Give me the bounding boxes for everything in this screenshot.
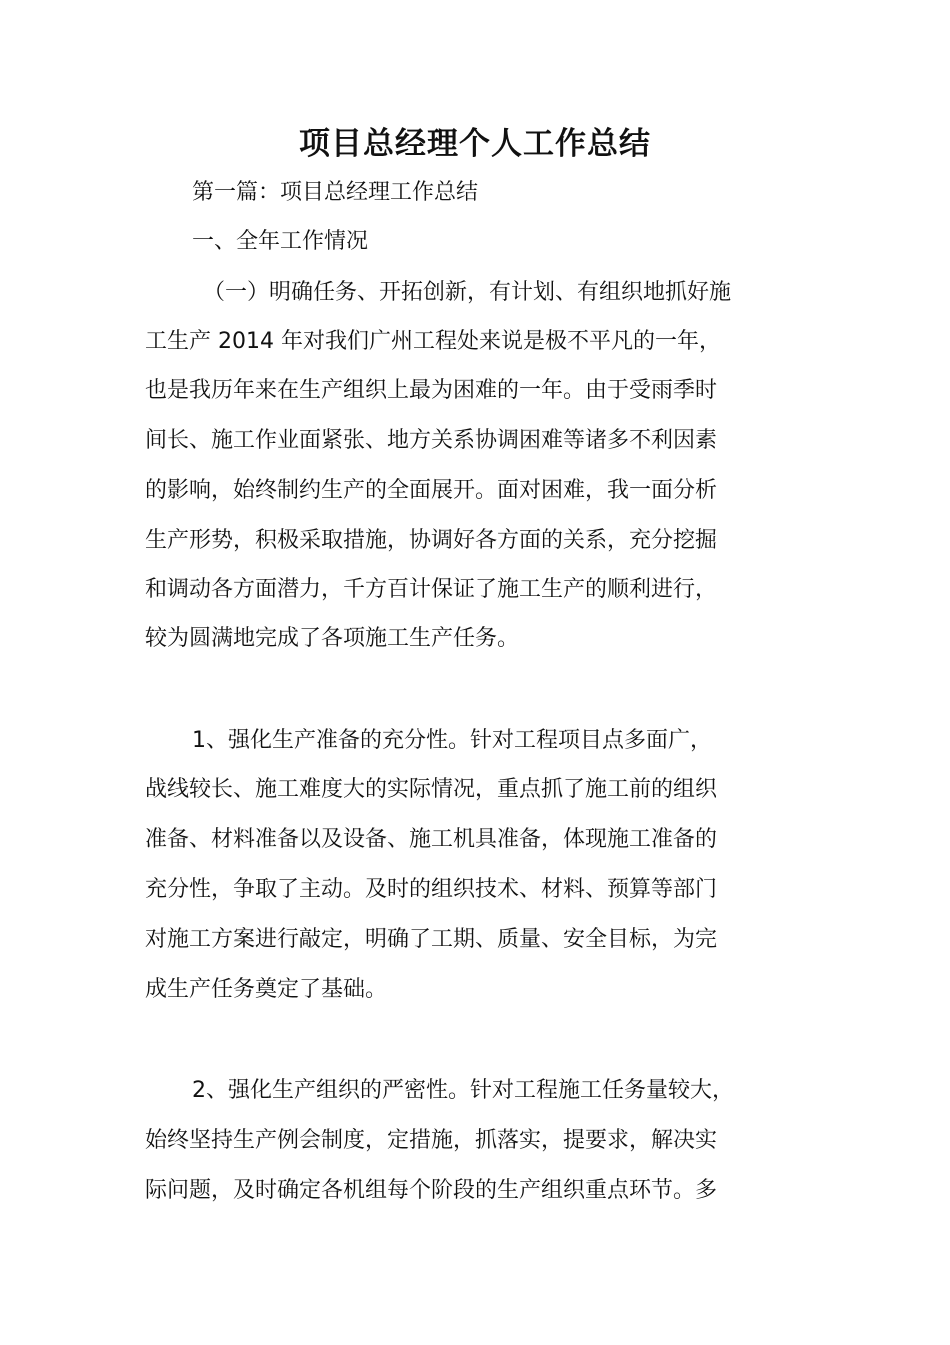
paragraph-line: 对施工方案进行敲定，明确了工期、质量、安全目标，为完 — [145, 927, 718, 952]
paragraph-line: 准备、材料准备以及设备、施工机具准备，体现施工准备的 — [145, 827, 718, 852]
paragraph-line: 始终坚持生产例会制度，定措施，抓落实，提要求，解决实 — [145, 1128, 718, 1153]
document-subtitle: 第一篇：项目总经理工作总结 — [192, 180, 479, 205]
paragraph-line: 2、强化生产组织的严密性。针对工程施工任务量较大， — [192, 1078, 734, 1103]
section-heading: 一、全年工作情况 — [192, 229, 369, 254]
paragraph-line: 1、强化生产准备的充分性。针对工程项目点多面广， — [192, 728, 712, 753]
paragraph-line: 也是我历年来在生产组织上最为困难的一年。由于受雨季时 — [145, 378, 718, 403]
paragraph-line: 战线较长、施工难度大的实际情况，重点抓了施工前的组织 — [145, 777, 718, 802]
paragraph-line: 充分性，争取了主动。及时的组织技术、材料、预算等部门 — [145, 877, 718, 902]
paragraph-line: 间长、施工作业面紧张、地方关系协调困难等诸多不利因素 — [145, 428, 718, 453]
paragraph-line: 工生产 2014 年对我们广州工程处来说是极不平凡的一年， — [145, 329, 721, 354]
paragraph-line: 际问题，及时确定各机组每个阶段的生产组织重点环节。多 — [145, 1178, 718, 1203]
paragraph-line: 生产形势，积极采取措施，协调好各方面的关系，充分挖掘 — [145, 528, 718, 553]
paragraph-line: 的影响，始终制约生产的全面展开。面对困难，我一面分析 — [145, 478, 718, 503]
paragraph-line: 较为圆满地完成了各项施工生产任务。 — [145, 626, 520, 651]
paragraph-line: 成生产任务奠定了基础。 — [145, 977, 388, 1002]
paragraph-line: （一）明确任务、开拓创新，有计划、有组织地抓好施 — [203, 280, 732, 305]
document-title: 项目总经理个人工作总结 — [299, 126, 651, 162]
paragraph-line: 和调动各方面潜力，千方百计保证了施工生产的顺利进行， — [145, 577, 718, 602]
